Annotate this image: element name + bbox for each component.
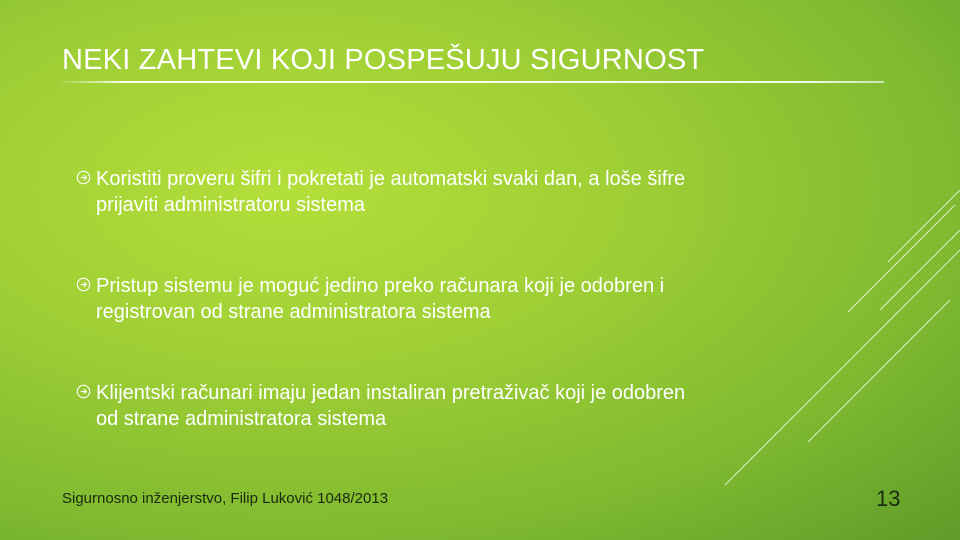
page-number: 13: [876, 486, 901, 511]
bullet-text-line2: prijaviti administratoru sistema: [96, 194, 365, 216]
bullet-item: [76, 380, 876, 432]
bullet-item: [76, 273, 876, 325]
bullet-text-line2: od strane administratora sistema: [96, 408, 387, 430]
title-underline: [62, 81, 884, 83]
bullet-text-line1: Pristup sistemu je moguć jedino preko računara koji je odobren i: [96, 275, 665, 297]
bullet-list: [76, 166, 876, 487]
slide-title: NEKI ZAHTEVI KOJI POSPEŠUJU SIGURNOST: [62, 44, 705, 76]
bullet-text-line1: Klijentski računari imaju jedan instaliran pretraživač koji je odobren: [96, 382, 686, 404]
deco-line-2: [880, 230, 960, 310]
bullet-item: [76, 166, 876, 218]
footer-text: Sigurnosno inženjerstvo, Filip Luković 1048/2013: [62, 490, 389, 507]
bullet-text-line1: Koristiti proveru šifri i pokretati je automatski svaki dan, a loše šifre: [96, 168, 686, 190]
circle-arrow-right-icon: [76, 384, 91, 399]
deco-line-1: [888, 190, 960, 262]
bullet-text-line2: registrovan od strane administratora sistema: [96, 301, 491, 323]
circle-arrow-right-icon: [76, 277, 91, 292]
circle-arrow-right-icon: [76, 170, 91, 185]
